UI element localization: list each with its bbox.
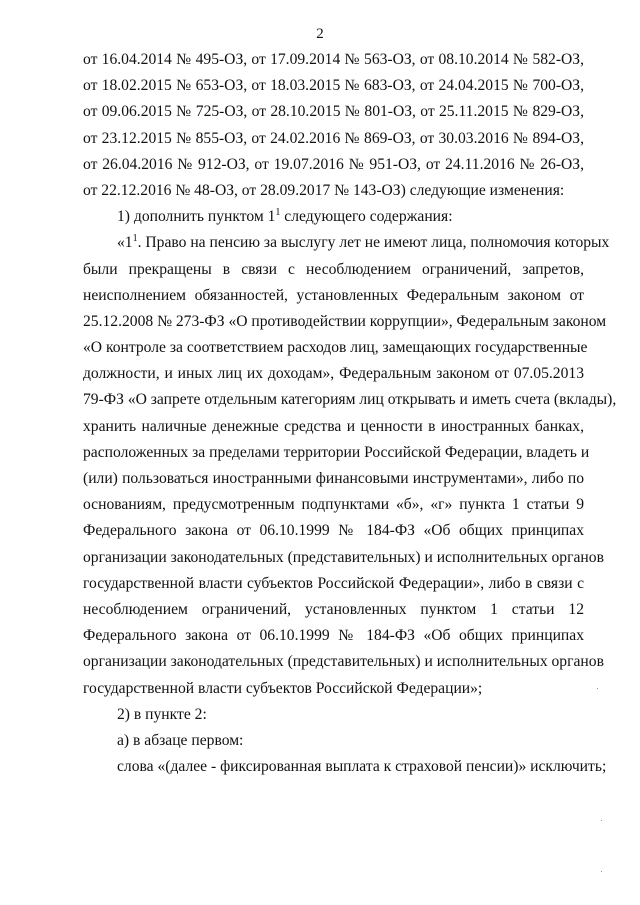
text-line <box>83 518 584 544</box>
line-text: Федерального закона от 06.10.1999 № 184-ФЗ «Об общих принципах <box>83 627 584 645</box>
line-text-continued: следующего содержания: <box>280 208 453 226</box>
line-text: государственной власти субъектов Российской Федерации», либо в связи с <box>83 574 584 592</box>
text-line <box>83 283 584 309</box>
line-text: от 26.04.2016 № 912-ОЗ, от 19.07.2016 № 951-ОЗ, от 24.11.2016 № 26-ОЗ, <box>83 155 584 173</box>
line-text: слова «(далее - фиксированная выплата к страховой пенсии)» исключить; <box>117 758 607 776</box>
superscript: 1 <box>275 206 281 218</box>
text-line <box>83 466 584 492</box>
line-text: хранить наличные денежные средства и ценности в иностранных банках, <box>83 417 584 435</box>
line-text: 2) в пункте 2: <box>117 705 207 723</box>
text-line <box>83 204 584 230</box>
text-line <box>83 623 584 649</box>
text-line <box>83 492 584 518</box>
text-line <box>83 728 584 754</box>
text-line <box>83 571 584 597</box>
line-text: должности, и иных лиц их доходам», Федеральным законом от 07.05.2013 <box>83 365 584 383</box>
line-text: (или) пользоваться иностранными финансовыми инструментами», либо по <box>83 470 584 487</box>
scan-speck: · <box>600 866 603 876</box>
line-text: государственной власти субъектов Российской Федерации»; <box>83 679 483 697</box>
line-text: 79-ФЗ «О запрете отдельным категориям лиц открывать и иметь счета (вклады), <box>83 391 617 409</box>
text-line <box>83 440 590 466</box>
scan-speck: · <box>596 683 599 693</box>
line-text: Федерального закона от 06.10.1999 № 184-ФЗ «Об общих принципах <box>83 522 584 540</box>
line-text: организации законодательных (представительных) и исполнительных органов <box>83 653 604 671</box>
line-text: «1 <box>117 234 133 252</box>
text-line <box>83 99 584 125</box>
text-line <box>83 47 584 73</box>
line-text: 25.12.2008 № 273-ФЗ «О противодействии коррупции», Федеральным законом <box>83 312 607 330</box>
line-text: 1) дополнить пунктом 1 <box>117 208 276 226</box>
line-text: от 23.12.2015 № 855-ОЗ, от 24.02.2016 № 869-ОЗ, от 30.03.2016 № 894-ОЗ, <box>83 129 584 147</box>
line-text: а) в абзаце первом: <box>117 731 244 749</box>
scan-speck: · <box>600 815 603 825</box>
text-line <box>83 597 584 623</box>
text-line <box>83 178 584 204</box>
superscript: 1 <box>132 233 138 245</box>
line-text: от 22.12.2016 № 48-ОЗ, от 28.09.2017 № 143-ОЗ) следующие изменения: <box>83 181 565 199</box>
text-line <box>83 702 584 728</box>
line-text: неисполнением обязанностей, установленных Федеральным законом от <box>83 286 584 304</box>
line-text: несоблюдением ограничений, установленных пунктом 1 статьи 12 <box>83 600 584 618</box>
text-line <box>83 257 584 283</box>
text-line <box>83 230 610 256</box>
text-line <box>83 754 607 780</box>
text-line <box>83 73 584 99</box>
document-body <box>83 47 617 780</box>
line-text: «О контроле за соответствием расходов лиц, замещающих государственные <box>83 339 588 357</box>
line-text: от 09.06.2015 № 725-ОЗ, от 28.10.2015 № 801-ОЗ, от 25.11.2015 № 829-ОЗ, <box>83 103 584 121</box>
text-line <box>83 361 584 387</box>
line-text: от 16.04.2014 № 495-ОЗ, от 17.09.2014 № 563-ОЗ, от 08.10.2014 № 582-ОЗ, <box>83 51 584 68</box>
text-line <box>83 309 607 335</box>
line-text-continued: . Право на пенсию за выслугу лет не имеют лица, полномочия которых <box>137 234 610 252</box>
text-line <box>83 387 617 413</box>
text-line <box>83 335 588 361</box>
line-text: от 18.02.2015 № 653-ОЗ, от 18.03.2015 № 683-ОЗ, от 24.04.2015 № 700-ОЗ, <box>83 77 584 95</box>
text-line <box>83 152 584 178</box>
text-line <box>83 676 584 702</box>
line-text: расположенных за пределами территории Российской Федерации, владеть и <box>83 443 590 461</box>
line-text: организации законодательных (представительных) и исполнительных органов <box>83 548 604 566</box>
page-number: 2 <box>316 26 324 42</box>
line-text: были прекращены в связи с несоблюдением ограничений, запретов, <box>83 260 584 278</box>
text-line <box>83 649 604 675</box>
text-line <box>83 414 584 440</box>
text-line <box>83 126 584 152</box>
line-text: основаниям, предусмотренным подпунктами «б», «г» пункта 1 статьи 9 <box>83 496 584 514</box>
text-line <box>83 545 604 571</box>
